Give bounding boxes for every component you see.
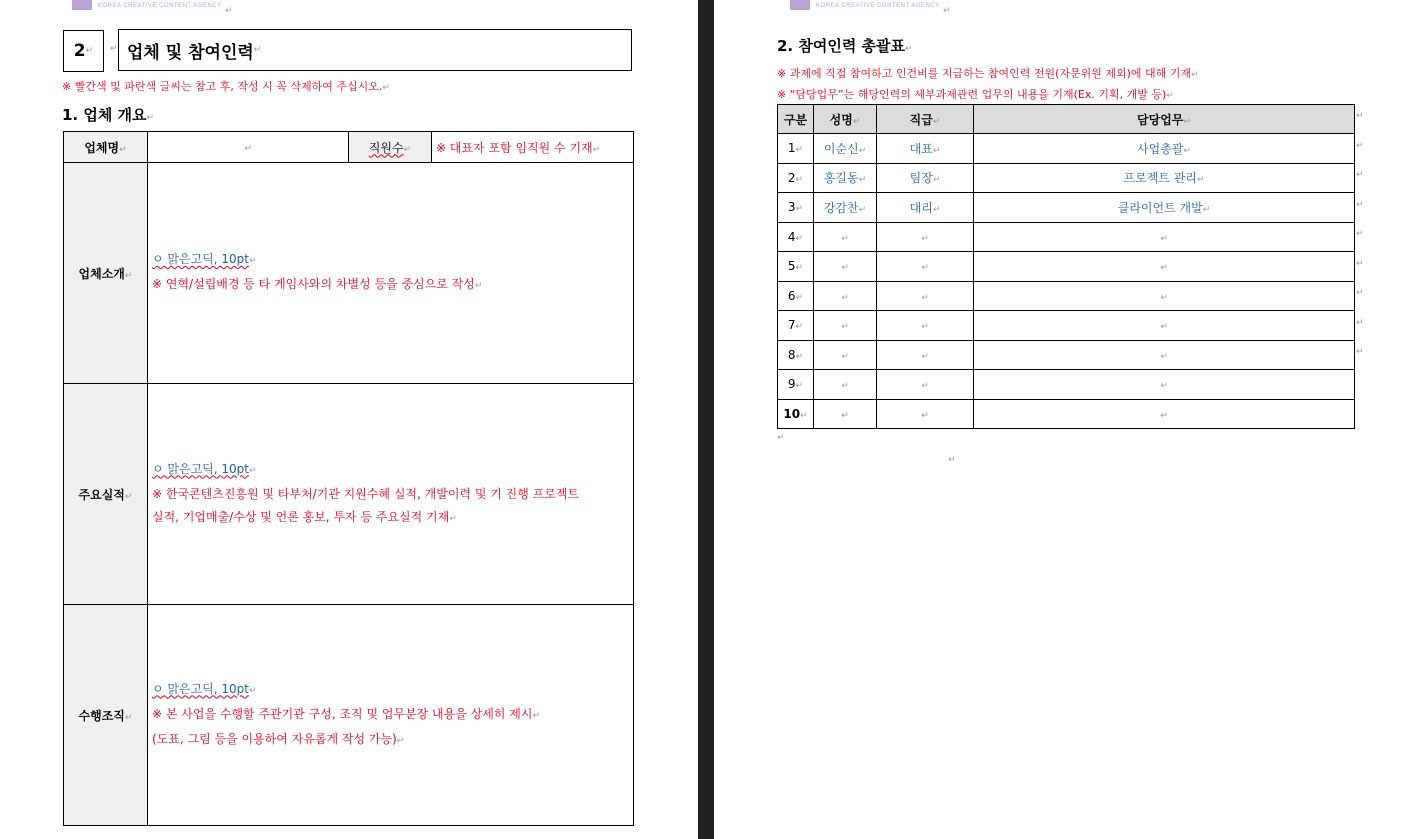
table-row: 9↵ ↵ ↵ ↵ [778,370,1355,400]
table-row: 8↵ ↵ ↵ ↵ [778,340,1355,370]
duty-cell[interactable]: ↵ [974,311,1355,341]
paragraph-mark-icon: ↵ [85,46,94,56]
organization-hint-line: (도표, 그림 등을 이용하여 자유롭게 작성 가능) [152,731,397,746]
section-title: 업체 및 참여인력 [127,42,254,63]
row-number: 9 [787,377,796,392]
paragraph-mark-icon: ↵ [225,6,233,16]
rank-cell[interactable]: 팀장↵ [877,163,974,193]
name-cell[interactable]: 이순신↵ [814,134,877,164]
font-hint: ㅇ 맑은고딕, 10pt [152,681,249,696]
document-page-left [0,0,698,839]
duty-cell[interactable]: 프로젝트 관리↵ [974,163,1355,193]
organization-field[interactable]: ㅇ 맑은고딕, 10pt↵ ※ 본 사업을 수행할 주관기관 구성, 조직 및 업무분장 내용을 상세히 제시↵ (도표, 그림 등을 이용하여 자유롭게 작성 가능)↵ [148,605,634,826]
font-hint: ㅇ 맑은고딕, 10pt [152,252,249,266]
document-page-right [714,0,1412,839]
organization-row [64,605,634,826]
table-row: 5↵ ↵ ↵ ↵ [778,252,1355,282]
organization-label: 수행조직↵ [64,605,148,826]
name-cell[interactable]: 강감찬↵ [814,193,877,223]
column-header: 구분 [778,105,814,134]
note-line: ※ “담당업무”는 해당인력의 세부과제관련 업무의 내용을 기재(Ex. 기획, 개발 등)↵ [777,88,1174,101]
paragraph-mark-icon: ↵ [253,45,262,55]
page-gutter [698,0,714,839]
achievements-hint-line: 실적, 기업매출/수상 및 언론 홍보, 투자 등 주요실적 기재 [152,509,450,524]
rank-cell[interactable]: 대표↵ [877,134,974,164]
paragraph-mark-icon: ↵ [1356,140,1364,151]
paragraph-mark-icon: ↵ [1356,347,1364,357]
row-number: 4 [787,229,796,244]
duty-cell[interactable]: 클라이언트 개발↵ [974,193,1355,223]
logo-text: KOREA CREATIVE CONTENT AGENCY [816,3,940,9]
row-number: 10 [783,406,801,421]
table-row: 3↵ 강감찬↵ 대리↵ 클라이언트 개발↵ [778,193,1355,223]
name-cell[interactable]: 홍길동↵ [814,163,877,193]
column-header: 담당업무↵ [974,105,1355,134]
duty-cell[interactable]: ↵ [974,370,1355,400]
row-number: 6 [787,288,796,303]
name-cell[interactable]: ↵ [814,370,877,400]
section-number-box [63,30,104,72]
rank-cell[interactable]: ↵ [877,370,974,400]
delete-notice: ※ 빨간색 및 파란색 글씨는 참고 후, 작성 시 꼭 삭제하여 주십시오.↵ [62,80,390,93]
section-number: 2 [73,41,86,61]
table-row: 2↵ 홍길동↵ 팀장↵ 프로젝트 관리↵ [778,163,1355,193]
rank-cell[interactable]: ↵ [877,281,974,311]
rank-cell[interactable]: ↵ [877,340,974,370]
table-row: 6↵ ↵ ↵ ↵ [778,281,1355,311]
name-cell[interactable]: ↵ [814,311,877,341]
company-name-label: 업체명↵ [64,132,148,163]
company-name-row [64,132,634,163]
logo-mark-icon [790,0,810,10]
name-cell[interactable]: ↵ [814,340,877,370]
paragraph-mark-icon: ↵ [1356,199,1364,210]
heading-personnel-summary: 2. 참여인력 총괄표↵ [777,37,913,55]
personnel-header-row [778,105,1355,134]
kocca-logo [72,0,222,12]
column-header: 직급↵ [877,105,974,134]
table-row: 7↵ ↵ ↵ ↵ [778,311,1355,341]
table-row: 10↵ ↵ ↵ ↵ [778,399,1355,429]
employees-field[interactable]: ※ 대표자 포함 임직원 수 기재↵ [432,132,634,163]
duty-cell[interactable]: ↵ [974,281,1355,311]
organization-hint-line: ※ 본 사업을 수행할 주관기관 구성, 조직 및 업무분장 내용을 상세히 제시 [152,706,533,721]
intro-hint-line: ※ 연혁/설립배경 등 타 게임사와의 차별성 등을 중심으로 작성 [152,277,475,291]
duty-cell[interactable]: ↵ [974,340,1355,370]
row-number: 8 [787,347,796,362]
column-header: 성명↵ [814,105,877,134]
paragraph-mark-icon: ↵ [943,6,951,16]
company-overview-table [63,131,634,826]
logo-mark-icon [72,0,92,10]
rank-cell[interactable]: ↵ [877,399,974,429]
row-number: 2 [787,170,796,185]
paragraph-mark-icon: ↵ [1356,111,1364,121]
achievements-label: 주요실적↵ [64,384,148,605]
table-row: 1↵ 이순신↵ 대표↵ 사업총괄↵ [778,134,1355,164]
paragraph-mark-icon: ↵ [1356,229,1364,239]
row-number: 3 [787,200,796,215]
rank-cell[interactable]: ↵ [877,311,974,341]
row-end-marks [1356,111,1364,377]
duty-cell[interactable]: 사업총괄↵ [974,134,1355,164]
duty-cell[interactable]: ↵ [974,399,1355,429]
font-hint: ㅇ 맑은고딕, 10pt [152,461,249,476]
paragraph-mark-icon: ↵ [777,433,785,443]
company-name-field[interactable]: ↵ [148,132,349,163]
achievements-hint-line: ※ 한국콘텐츠진흥원 및 타부처/기관 지원수혜 실적, 개발이력 및 기 진행 프로젝트 [152,486,580,501]
name-cell[interactable]: ↵ [814,222,877,252]
company-intro-row [64,163,634,384]
company-intro-label: 업체소개↵ [64,163,148,384]
name-cell[interactable]: ↵ [814,252,877,282]
name-cell[interactable]: ↵ [814,399,877,429]
row-number: 1 [787,141,796,156]
paragraph-mark-icon: ↵ [1356,258,1364,269]
subheading-company-overview: 1. 업체 개요↵ [62,106,155,124]
row-number: 5 [787,259,796,274]
duty-cell[interactable]: ↵ [974,252,1355,282]
name-cell[interactable]: ↵ [814,281,877,311]
employees-label: 직원수↵ [349,132,432,163]
paragraph-mark-icon: ↵ [1356,170,1364,180]
paragraph-mark-icon: ↵ [948,455,956,465]
personnel-table [777,104,1355,429]
paragraph-mark-icon: ↵ [1356,317,1364,328]
rank-cell[interactable]: ↵ [877,252,974,282]
duty-cell[interactable]: ↵ [974,222,1355,252]
kocca-logo [790,0,940,12]
table-row: 4↵ ↵ ↵ ↵ [778,222,1355,252]
rank-cell[interactable]: 대리↵ [877,193,974,223]
paragraph-mark-icon: ↵ [110,44,118,54]
paragraph-mark-icon: ↵ [1356,288,1364,298]
rank-cell[interactable]: ↵ [877,222,974,252]
section-title-box [118,29,632,71]
note-line: ※ 과제에 직접 참여하고 인건비를 지급하는 참여인력 전원(자문위원 제외)에 대해 기재↵ [777,67,1199,80]
achievements-row [64,384,634,605]
logo-text: KOREA CREATIVE CONTENT AGENCY [98,3,222,9]
company-intro-field[interactable]: ㅇ 맑은고딕, 10pt↵ ※ 연혁/설립배경 등 타 게임사와의 차별성 등을 중심으로 작성↵ [148,163,634,384]
achievements-field[interactable]: ㅇ 맑은고딕, 10pt↵ ※ 한국콘텐츠진흥원 및 타부처/기관 지원수혜 실적, 개발이력 및 기 진행 프로젝트 실적, 기업매출/수상 및 언론 홍보, 투자 등 주요실적 기재↵ [148,384,634,605]
row-number: 7 [787,318,796,333]
